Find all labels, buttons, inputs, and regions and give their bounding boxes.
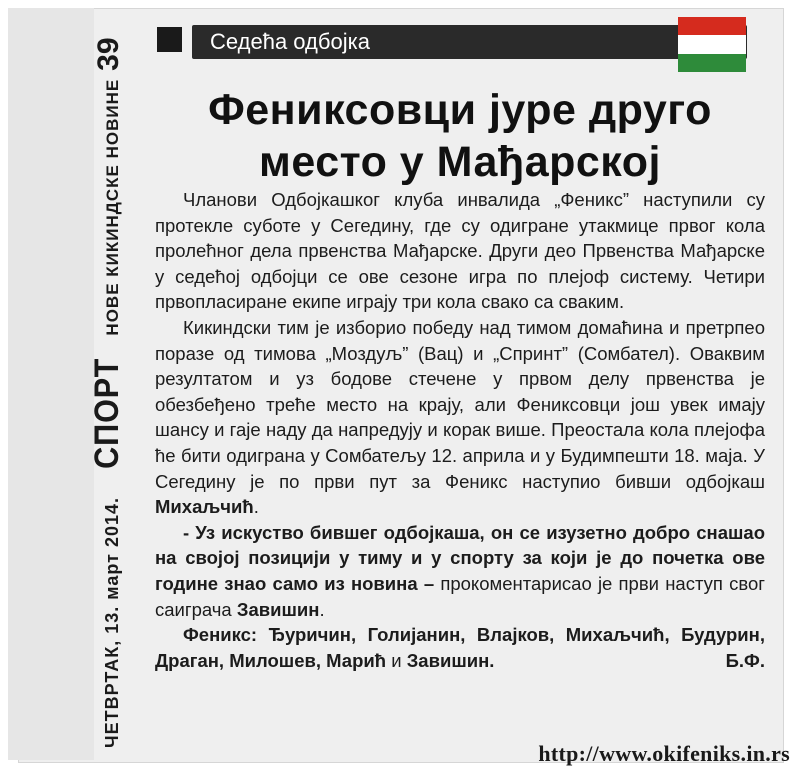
article-paragraph (155, 315, 765, 520)
article-body (155, 187, 765, 673)
section-label: Седећа одбојка (210, 29, 370, 54)
headline-line-2: место у Мађарској (259, 138, 661, 186)
flag-stripe-red (678, 17, 746, 35)
website-url: http://www.okifeniks.in.rs (538, 741, 790, 766)
player-name: Михаљчић (155, 496, 254, 518)
issue-date: ЧЕТВРТАК, 13. март 2014. (102, 497, 122, 748)
side-masthead (88, 6, 154, 758)
quote-author: Завишин (236, 598, 320, 620)
headline (150, 84, 770, 188)
roster-and: и (391, 649, 402, 671)
roster-last: Завишин. (406, 649, 495, 671)
flag-stripe-green (678, 54, 746, 72)
header-square (157, 27, 182, 52)
hungary-flag-icon (678, 17, 746, 72)
paragraph-2-text: Кикиндски тим је изборио победу над тимом домаћина и претрпео поразе од тимова „Моздуљ” (Вац) и „Спринт” (Сомбател). Оваквим резултатом и уз бодове стечене у првом делу првенства је обезбеђено треће место на крају, али Фениксовци још увек имају шансу и гаје наду да напредују и корак више. Преостала кола плејофа ће бити одиграна у Сомбатељу 12. априла и у Будимпешти 18. маја. У Сегедину је по први пут за Феникс наступио бивши одбојкаш (155, 316, 765, 492)
quote-end: . (319, 598, 325, 620)
quote-text: - Уз искуство бившег одбојкаша, он се изузетно добро снашао на својој позицији у тиму и у спорту за који је до почетка ове године знао само из новина – (155, 521, 765, 594)
quote-attribution: прокоментарисао је први наступ свог саиграча (155, 572, 766, 620)
article-quote (155, 520, 765, 622)
paragraph-1-text: Чланови Одбојкашког клуба инвалида „Феникс” наступили су протекле суботе у Сегедину, где су одигране утакмице првог кола пролећног дела првенства Мађарске. Други део Првенства Мађарске у седећој одбојци се ове сезоне игра по плејоф систему. Четири првопласиране екипе играју три кола свако са сваким. (155, 189, 765, 313)
headline-line-1: Фениксовци јуре друго (208, 86, 712, 134)
roster-list: Феникс: Ђуричин, Голијанин, Влајков, Михаљчић, Будурин, Драган, Милошев, Марић (155, 624, 765, 671)
section-name: СПОРТ (88, 357, 126, 469)
paper-name: НОВЕ КИКИНДСКЕ НОВИНЕ (103, 78, 122, 336)
roster (155, 622, 765, 673)
article-paragraph (155, 187, 765, 315)
author-signature: Б.Ф. (725, 649, 765, 671)
paragraph-2-end: . (253, 496, 259, 518)
page-number: 39 (92, 37, 125, 71)
flag-stripe-white (678, 35, 746, 53)
side-strip (8, 8, 94, 760)
